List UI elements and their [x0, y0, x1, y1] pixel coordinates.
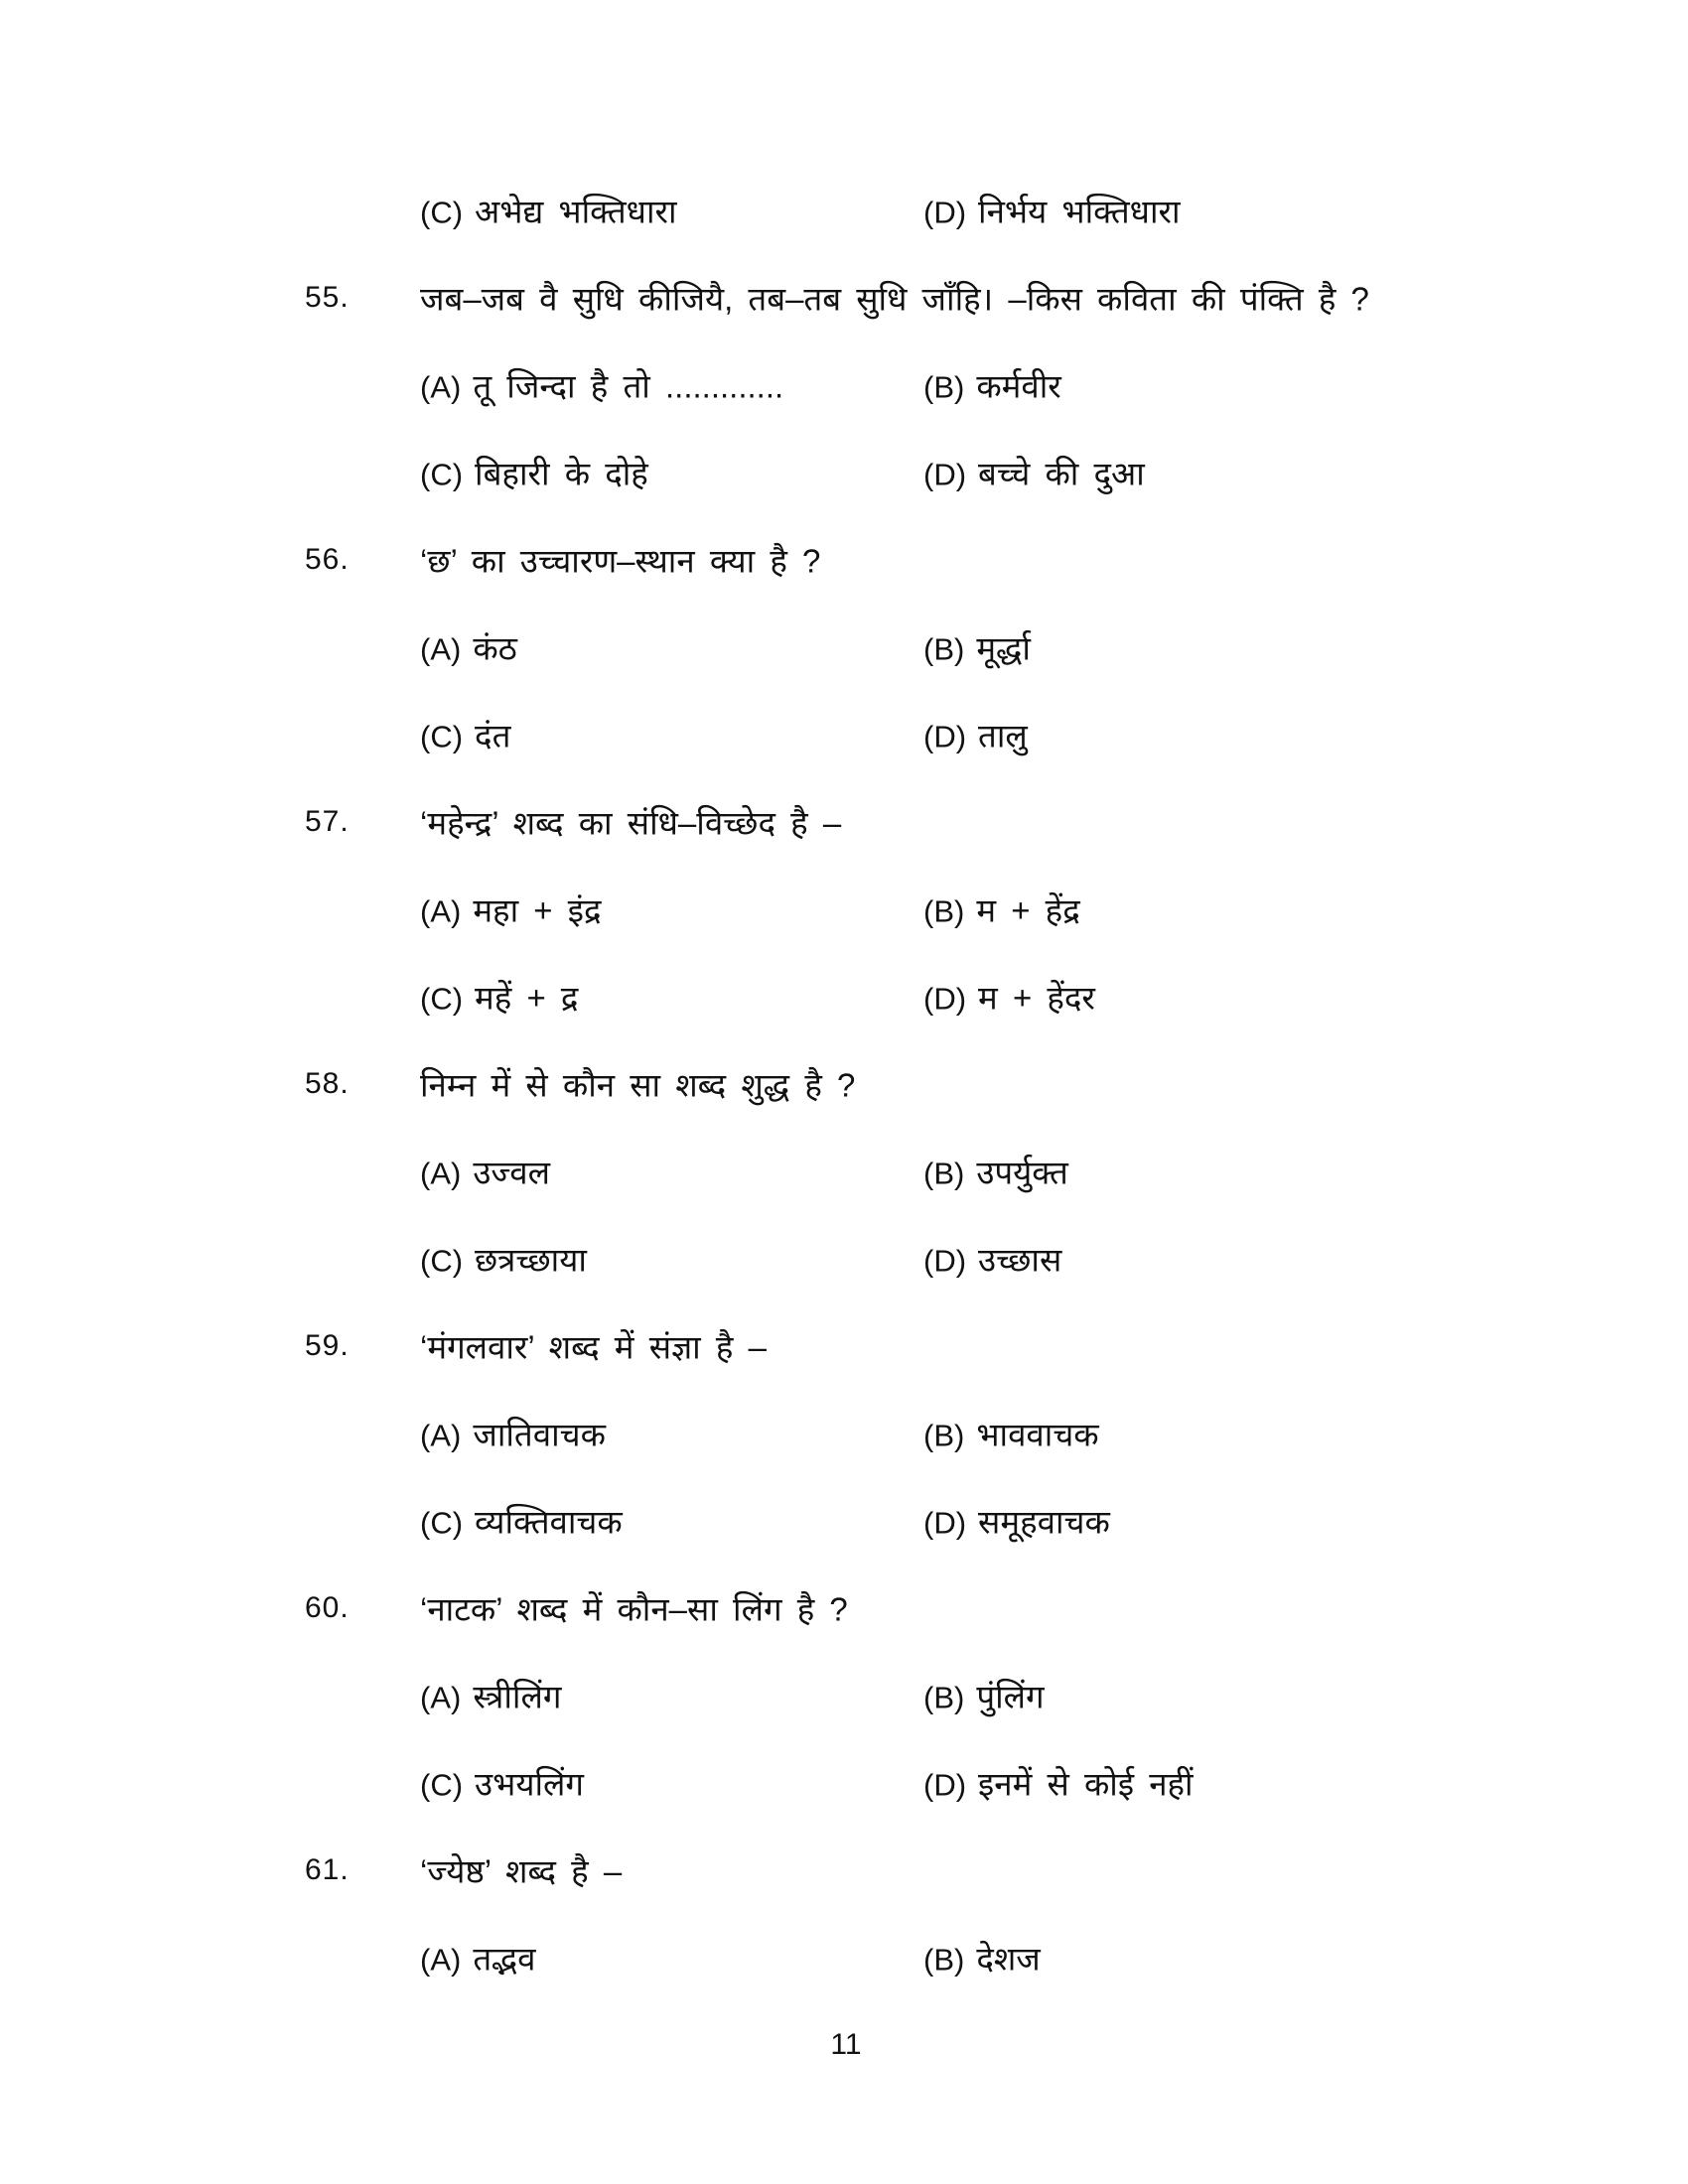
question-61-options-ab — [0, 1914, 1688, 2001]
option-text: तद्भव — [473, 1940, 536, 1978]
option-text: छत्रच्छाया — [475, 1241, 587, 1279]
question-text: ‘छ’ का उच्चारण–स्थान क्या है ? — [420, 542, 821, 580]
option-text: निर्भय भक्तिधारा — [978, 193, 1181, 230]
option-b — [923, 1674, 1045, 1718]
option-label: (C) — [420, 719, 464, 754]
question-56-line — [0, 516, 1688, 604]
option-text: जातिवाचक — [473, 1416, 606, 1453]
question-text: ‘मंगलवार’ शब्द में संज्ञा है – — [420, 1328, 767, 1366]
option-b — [923, 625, 1031, 670]
question-59-line — [0, 1302, 1688, 1390]
option-d — [923, 713, 1028, 757]
option-text: म + हेंदर — [978, 979, 1095, 1017]
option-c — [420, 1237, 587, 1282]
option-c — [420, 975, 578, 1020]
question-list — [0, 167, 1688, 2089]
option-label: (A) — [420, 1156, 462, 1191]
question-59-options-cd — [0, 1477, 1688, 1565]
option-label: (D) — [923, 195, 967, 230]
option-c — [420, 189, 677, 233]
question-number: 61. — [305, 1853, 350, 1886]
option-d — [923, 1499, 1110, 1544]
question-text: ‘ज्येष्ठ’ शब्द है – — [420, 1852, 623, 1890]
question-60-line — [0, 1565, 1688, 1652]
option-label: (C) — [420, 195, 464, 230]
option-text: अभेद्य भक्तिधारा — [475, 193, 677, 230]
option-text: कंठ — [473, 629, 517, 667]
option-a — [420, 1412, 606, 1456]
option-d — [923, 451, 1145, 495]
question-55-options-ab — [0, 341, 1688, 429]
question-56-options-cd — [0, 691, 1688, 778]
option-a — [420, 1150, 550, 1194]
option-label: (C) — [420, 1243, 464, 1279]
question-number: 59. — [305, 1329, 350, 1362]
question-number: 56. — [305, 543, 350, 576]
question-61-line — [0, 1827, 1688, 1914]
option-label: (C) — [420, 1767, 464, 1803]
option-label: (A) — [420, 369, 462, 405]
option-a — [420, 363, 783, 408]
question-60-options-cd — [0, 1739, 1688, 1827]
option-b — [923, 887, 1080, 932]
option-label: (B) — [923, 1156, 965, 1191]
option-label: (C) — [420, 457, 464, 492]
option-c — [420, 1499, 623, 1544]
option-text: भाववाचक — [976, 1416, 1099, 1453]
question-text: ‘महेन्द्र’ शब्द का संधि–विच्छेद है – — [420, 804, 842, 842]
option-text: उपर्युक्त — [976, 1154, 1068, 1191]
option-text: तालु — [978, 717, 1028, 754]
option-label: (D) — [923, 1767, 967, 1803]
option-label: (B) — [923, 631, 965, 667]
option-text: उज्वल — [473, 1154, 551, 1191]
option-text: उच्छास — [978, 1241, 1062, 1279]
option-text: तू जिन्दा है तो ............. — [473, 367, 784, 405]
option-text: बिहारी के दोहे — [475, 455, 648, 492]
page-number: 11 — [830, 2028, 862, 2061]
option-text: देशज — [976, 1940, 1041, 1978]
option-label: (D) — [923, 719, 967, 754]
option-c — [420, 713, 510, 757]
option-c — [420, 1761, 584, 1806]
option-text: उभयलिंग — [475, 1765, 584, 1803]
question-57-options-cd — [0, 953, 1688, 1040]
option-text: स्त्रीलिंग — [473, 1678, 562, 1715]
option-label: (A) — [420, 1680, 462, 1715]
option-d — [923, 1761, 1194, 1806]
option-text: समूहवाचक — [978, 1503, 1110, 1541]
option-a — [420, 887, 601, 932]
page-footer — [0, 2001, 1688, 2089]
option-label: (A) — [420, 631, 462, 667]
option-a — [420, 1936, 536, 1980]
option-label: (B) — [923, 1680, 965, 1715]
option-label: (B) — [923, 893, 965, 929]
question-number: 55. — [305, 281, 350, 314]
question-number: 58. — [305, 1067, 350, 1100]
question-60-options-ab — [0, 1652, 1688, 1739]
question-55-options-cd — [0, 429, 1688, 516]
question-55-line — [0, 254, 1688, 341]
option-label: (B) — [923, 369, 965, 405]
option-b — [923, 1412, 1099, 1456]
option-text: व्यक्तिवाचक — [475, 1503, 623, 1541]
question-58-line — [0, 1040, 1688, 1128]
question-58-options-cd — [0, 1215, 1688, 1302]
question-number: 60. — [305, 1591, 350, 1624]
option-d — [923, 1237, 1061, 1282]
question-text: निम्न में से कौन सा शब्द शुद्ध है ? — [420, 1066, 856, 1104]
option-b — [923, 1150, 1068, 1194]
option-label: (C) — [420, 1505, 464, 1541]
option-text: इनमें से कोई नहीं — [978, 1765, 1194, 1803]
question-58-options-ab — [0, 1128, 1688, 1215]
option-label: (D) — [923, 1243, 967, 1279]
option-label: (A) — [420, 893, 462, 929]
option-d — [923, 975, 1095, 1020]
option-text: मूर्द्धा — [976, 629, 1031, 667]
option-label: (B) — [923, 1942, 965, 1978]
option-label: (A) — [420, 1942, 462, 1978]
option-d — [923, 189, 1181, 233]
option-b — [923, 1936, 1041, 1980]
option-a — [420, 1674, 561, 1718]
option-label: (D) — [923, 457, 967, 492]
option-label: (C) — [420, 981, 464, 1017]
option-text: कर्मवीर — [976, 367, 1061, 405]
option-label: (D) — [923, 981, 967, 1017]
option-text: महें + द्र — [475, 979, 579, 1017]
question-57-options-ab — [0, 866, 1688, 953]
question-57-line — [0, 778, 1688, 866]
question-number: 57. — [305, 805, 350, 838]
question-text: ‘नाटक’ शब्द में कौन–सा लिंग है ? — [420, 1590, 848, 1628]
option-label: (A) — [420, 1418, 462, 1453]
carryover-options-row — [0, 167, 1688, 254]
question-56-options-ab — [0, 604, 1688, 691]
option-a — [420, 625, 517, 670]
option-text: पुंलिंग — [976, 1678, 1045, 1715]
option-label: (B) — [923, 1418, 965, 1453]
option-text: महा + इंद्र — [473, 891, 602, 929]
option-text: म + हेंद्र — [976, 891, 1080, 929]
option-text: दंत — [475, 717, 511, 754]
option-c — [420, 451, 648, 495]
option-label: (D) — [923, 1505, 967, 1541]
option-text: बच्चे की दुआ — [978, 455, 1145, 492]
option-b — [923, 363, 1061, 408]
question-59-options-ab — [0, 1390, 1688, 1477]
question-text: जब–जब वै सुधि कीजियै, तब–तब सुधि जाँहि। –किस कविता की पंक्ति है ? — [420, 280, 1369, 318]
